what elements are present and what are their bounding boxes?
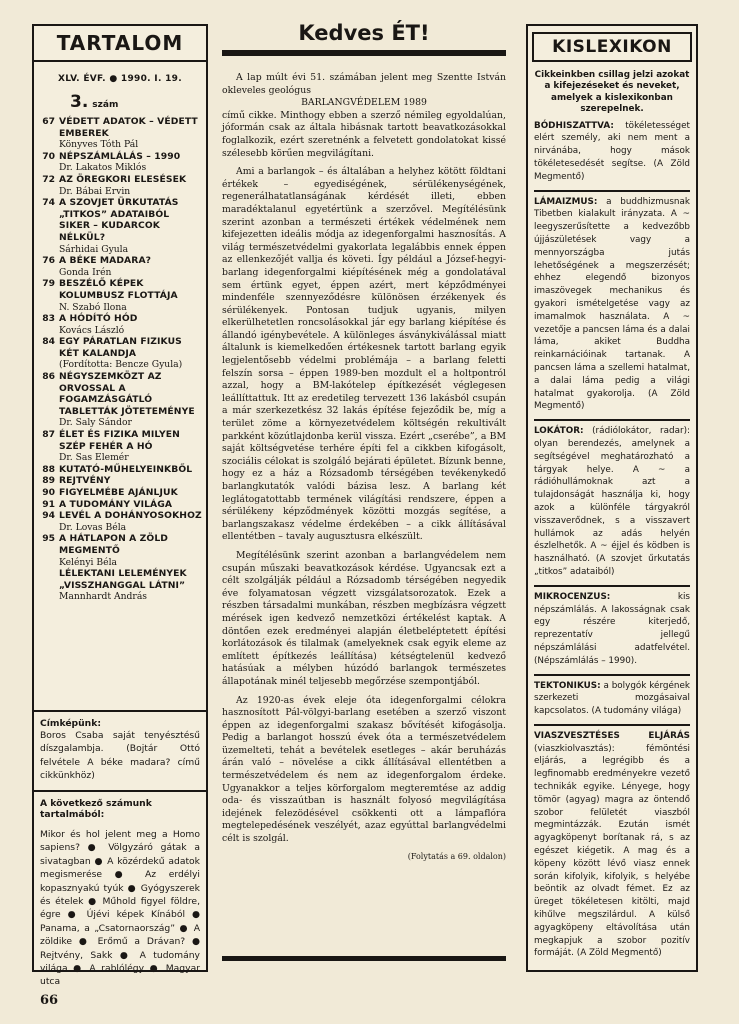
toc-page-number: 74: [42, 197, 55, 209]
toc-page-number: 94: [42, 510, 55, 522]
table-of-contents: [32, 24, 208, 988]
toc-entry[interactable]: [38, 278, 202, 313]
toc-entry-title: A BÉKE MADARA?: [59, 255, 152, 267]
glossary-entry: [534, 421, 690, 587]
toc-page-number: 84: [42, 336, 55, 348]
toc-entry-author: (Fordította: Bencze Gyula): [59, 359, 183, 371]
toc-entry-title: KUTATÓ-MŰHELYEINKBŐL: [59, 463, 193, 475]
issue-number-label: szám: [92, 100, 119, 110]
toc-page-number: 83: [42, 313, 55, 325]
toc-entry-author: Kovács László: [59, 324, 125, 336]
issue-date-line: XLV. ÉVF. ● 1990. I. 19.: [58, 74, 182, 84]
toc-entry[interactable]: [38, 336, 202, 371]
toc-entry-title: A TUDOMÁNY VILÁGA: [59, 498, 173, 510]
cited-article-title: BARLANGVÉDELEM 1989: [301, 97, 427, 109]
glossary-entry: [534, 726, 690, 966]
glossary-term: LÁMAIZMUS:: [534, 196, 598, 207]
toc-entry-author: Dr. Saly Sándor: [59, 417, 132, 429]
toc-entry-author: Sárhidai Gyula: [59, 243, 129, 255]
toc-page-number: 76: [42, 255, 55, 267]
glossary: [526, 24, 698, 972]
toc-entry-author: Dr. Sas Elemér: [59, 452, 129, 464]
toc-entry[interactable]: [38, 313, 202, 336]
glossary-entry: [534, 676, 690, 726]
glossary-definition: tökéletességet elért személy, aki nem ment a nirvánába, hogy mások tökéletesedését segítse. (A Zöld Megmentő): [534, 120, 690, 182]
article-paragraph: Ami a barlangok – és általában a helyhez kötött földtani értékek – egyediségének, sérülékenységének, regenerálhatatlanságának kérdését illeti, ebben maradéktalanul egyetértünk a szerzővel. Megítélésünk szerint azonban a természeti értékek védelmének nem kifejezetten ideális módja az idegenforgalmi hasznosítás. A világ természetvédelmi gyakorlata legalábbis ennek éppen az ellenkezőjét vallja és követi. Így például a József-hegyi-barlang idegenforgalmi kiépítésének még a gondolatával sem értünk egyet, éppen azért, mert képződményei mindenféle szennyeződésre különösen érzékenyek és sérülékenyek. Pontosan tudjuk ugyanis, milyen elkerülhetetlen roncsolásokkal jár egy barlang kiépítése és állandó igénybevétele. A különleges ásványkiválással miatt általunk is kiemelkedően értékesnek tartott barlang egyik legjelentősebb védelmi problémája – a barlang feletti felszín sorsa – éppen 1989-ben mozdult el a holtpontról azzal, hogy a BM-lakótelep építkezését véglegesen leállíttattuk. Itt az eredetileg tervezett 136 lakásból csupán a már szerkezetkész 32 lakás építése fejeződik be, míg a terület zöme a környezetvédelem költségén rekultivált parkként közútlajdonba kerül vissza. Ezért „cserébe”, a BM saját költségvetése terhére építi fel a cikkben kifogásolt, szociális célokat is szolgáló bejárati épületet. Bízunk benne, hogy ez a ház a Rózsadomb térségében tevékenykedő barlangkutatók valódi bázisa lesz. A barlang két leglátogatottabb termének világítási rendszere, éppen a sérülékeny képződmények közötti mozgás segítése, a barlangszakasz védelme érdekében – a cikk állításával ellentétben – tavaly augusztusra elkészült.: [222, 166, 506, 543]
bottom-rule: [222, 956, 506, 961]
toc-entry[interactable]: [38, 116, 202, 151]
glossary-definition: a buddhizmusnak Tibetben kialakult irányzata. A ~ leegyszerűsítette a kedvezőbb újjászületések vagy a mennyországba jutás lehetőségének a megszerzését; ehhez elegendő bizonyos imaszövegek mechanikus és gyakori ismételgetése vagy az imamalmok használata. A ~ vezetője a pancsen láma és a dalai láma, akiket Buddha reinkarnációinak tartanak. A pancsen láma a szellemi hatalmat, a dalai láma pedig a világi hatalmat gyakorolja. (A Zöld Megmentő): [534, 196, 690, 412]
toc-entry[interactable]: [38, 371, 202, 429]
glossary-definition: (viaszkiolvasztás): fémöntési eljárás, a legrégibb és a legfinomabb eredményekre vezető technikák egyike. Lényege, hogy tömör (agyag) magra az öntendő szobor felületét viaszból megmintázzák. Ezután ismét agyagköpenyt borítanak rá, s az egészet kiégetik. A mag és a köpeny között lévő viasz ennek során kifolyik, kifolyik, s helyébe beöntik az olvadt fémet. Ez az üreget tökéletesen kitölti, majd kihűlve megszilárdul. A külső agyagköpeny eltávolítása után megkapjuk a szobor pozitív formáját. (A Zöld Megmentő): [534, 743, 690, 959]
glossary-entry: [534, 192, 690, 422]
toc-entry-author: Kelényi Béla: [59, 556, 118, 568]
toc-entry[interactable]: [38, 464, 202, 476]
glossary-intro: Cikkeinkben csillag jelzi azokat a kifejezéseket és neveket, amelyek a kislexikonban szerepelnek.: [534, 70, 690, 115]
toc-page-number: 67: [42, 116, 55, 127]
toc-entry-title: AZ ÖREGKORI ELESÉSEK: [59, 173, 187, 185]
toc-page-number: 72: [42, 173, 55, 185]
next-issue-heading: A következő számunk tartalmából:: [40, 798, 152, 820]
article-paragraph: Megítélésünk szerint azonban a barlangvédelem nem csupán műszaki beavatkozások kérdése. Ugyancsak ezt a célt szolgálják például a Rózsadomb térségében negyedik éve folyamatosan végzett vizsgálatsorozatok. Ezek a részben társadalmi munkában, részben megbízásra végzett mérések igen kedvező nemzetközi értékelést kaptak. A döntően ezek eredményei alapján életbeléptetett építési korlátozások és tilalmak (amelyeknek csak egyik eleme az említett építkezés leállítása) kétségtelenül kedvező hatásúak a mélyben húzódó barlangok természetes állapotának minél teljesebb megőrzése szempontjából.: [222, 549, 506, 687]
toc-entry[interactable]: [38, 499, 202, 511]
glossary-entry: [534, 116, 690, 192]
toc-entry-author: N. Szabó Ilona: [59, 301, 127, 313]
toc-entry-title: BESZÉLŐ KÉPEK KOLUMBUSZ FLOTTÁJA: [59, 278, 178, 301]
toc-entry-author: Könyves Tóth Pál: [59, 139, 139, 151]
toc-page-number: 88: [42, 463, 55, 475]
article-paragraph: című cikke. Minthogy ebben a szerző némileg egyoldalúan, jóformán csak az általa hibásnak tartott beavatkozásokkal foglalkozik, ezért szeretnénk a felvetett gondolatokat kissé szélesebb körűen megvilágítani.: [222, 109, 506, 159]
toc-entry-author: Gonda Irén: [59, 266, 112, 278]
toc-entry[interactable]: [38, 174, 202, 197]
toc-entry[interactable]: [38, 429, 202, 464]
letter-article: [222, 20, 506, 861]
article-intro: A lap múlt évi 51. számában jelent meg Szentte István okleveles geológus: [222, 72, 506, 96]
toc-entry-title: A HÁTLAPON A ZÖLD MEGMENTŐ: [59, 533, 169, 556]
cover-caption-text: Boros Csaba saját tenyésztésű díszgalambja. (Bojtár Ottó felvétele A béke madara? című cikkünkhöz): [40, 730, 200, 782]
article-body: [222, 72, 506, 861]
glossary-definition: kis népszámlálás. A lakosságnak csak egy részére kiterjedő, reprezentatív jellegű népszámlálási adatfelvétel. (Népszámlálás – 1990).: [534, 591, 690, 666]
toc-entry-title: A HÓDÍTÓ HÓD: [59, 313, 138, 325]
toc-page-number: 91: [42, 498, 55, 510]
cover-caption-box: [34, 710, 206, 790]
issue-number: [70, 92, 206, 112]
toc-entry-title: ÉLET ÉS FIZIKA MILYEN SZÉP FEHÉR A HÓ: [59, 429, 180, 452]
toc-entry[interactable]: [38, 510, 202, 533]
toc-entry-author: Dr. Bábai Ervin: [59, 185, 131, 197]
toc-entry-title: A SZOVJET ÜRKUTATÁS „TITKOS” ADATAIBÓL SIKER – KUDARCOK NÉLKÜL?: [59, 197, 179, 243]
toc-entry-title: VÉDETT ADATOK – VÉDETT EMBEREK: [59, 116, 198, 139]
toc-page-number: 89: [42, 475, 55, 487]
toc-entry-author: Mannhardt András: [59, 591, 148, 603]
toc-entry[interactable]: [38, 151, 202, 174]
toc-entry-title: NÉPSZÁMLÁLÁS – 1990: [59, 150, 181, 162]
glossary-definition: (rádiólokátor, radar): olyan berendezés, amelynek a segítségével meghatározható a tárgyak helye. A ~ a rádióhullámoknak azt a tulajdonságát használja ki, hogy azok a különféle tárgyakról visszaverődnek, s a visszavert hullámok az adás helyén észlelhetők. A ~ éjjel és ködben is használható. (A szovjet űrkutatás „titkos” adataiból): [534, 426, 691, 577]
toc-entry[interactable]: [38, 197, 202, 255]
glossary-term: LOKÁTOR:: [534, 426, 584, 437]
toc-page-number: 79: [42, 278, 55, 290]
toc-page-number: 95: [42, 533, 55, 545]
toc-entry[interactable]: [38, 475, 202, 487]
toc-entry-title: LEVÉL A DOHÁNYOSOKHOZ: [59, 510, 202, 522]
glossary-term: VIASZVESZTÉSES ELJÁRÁS: [534, 730, 690, 741]
toc-entry-title: FIGYELMÉBE AJÁNLJUK: [59, 487, 178, 498]
toc-entry-title: NÉGYSZEMKÖZT AZ ORVOSSAL A FOGAMZÁSGÁTLÓ TABLETTÁK JÖTETEMÉNYE: [59, 371, 195, 417]
article-paragraph: Az 1920-as évek eleje óta idegenforgalmi célokra hasznosított Pál-völgyi-barlang esetében a szerző viszont éppen az idegenforgalmi szakasz bővítését kifogásolja. Pedig a barlangot hosszú évek óta a természetvédelem üzemelteti, tehát a bevételek esetleges – akár beruházás árán való – növelése a cikk állításával ellentétben a természetvédelem és nem az idegenforgalom érdeke. Ugyanakkor a teljes körforgalom megteremtése az addig oda- és visszaútban is használt folyosó megvilágítása idejének felezödésével csökkenti ott a lámpaflóra megtelepedésének veszélyét, azaz egyúttal barlangvédelmi célt is szolgál.: [222, 694, 506, 845]
glossary-definition: a bolygók kérgének szerkezeti mozgásaival kapcsolatos. (A tudomány világa): [534, 680, 690, 717]
glossary-title: KISLEXIKON: [532, 32, 692, 62]
glossary-term: TEKTONIKUS:: [534, 680, 601, 691]
glossary-term: MIKROCENZUS:: [534, 591, 611, 602]
next-issue-text: Mikor és hol jelent meg a Homo sapiens? ● Völgyzáró gátak a sivatagban ● A közérdekű adatok megismerése ● Az erdélyi kopasznyakú tyúk ● Gyógyszerek és ételek ● Műhold figyel földre, égre ● Újévi képek Kínából ● Panama, a „Csatornaország” ● A zöldike ● Erőmű a Drávan? ● Rejtvény, Sakk ● A tudomány világa ● A rablólégy ● Magyar utca: [40, 829, 200, 988]
toc-entry-author: Dr. Lakatos Miklós: [59, 162, 147, 174]
toc-list: [34, 114, 206, 603]
glossary-entry: [534, 587, 690, 676]
toc-page-number: 90: [42, 487, 55, 498]
toc-page-number: 87: [42, 429, 55, 441]
page-number: 66: [40, 993, 59, 1008]
toc-entry[interactable]: [38, 568, 202, 603]
cover-caption-heading: Címképünk:: [40, 718, 102, 729]
toc-entry-author: Dr. Lovas Béla: [59, 521, 127, 533]
toc-page-number: 86: [42, 371, 55, 383]
glossary-term: BÓDHISZATTVA:: [534, 120, 614, 131]
glossary-list: [534, 116, 690, 967]
toc-entry-title: LÉLEKTANI LELEMÉNYEK „VISSZHANGGAL LÁTNI”: [59, 568, 187, 591]
toc-entry[interactable]: [38, 487, 202, 499]
toc-entry-title: EGY PÁRATLAN FIZIKUS KÉT KALANDJA: [59, 336, 182, 359]
toc-page-number: [38, 568, 59, 603]
toc-title: TARTALOM: [34, 26, 206, 62]
article-title: Kedves ÉT!: [298, 21, 430, 45]
toc-entry-title: REJTVÉNY: [59, 475, 111, 487]
continuation-note[interactable]: (Folytatás a 69. oldalon): [407, 851, 506, 861]
issue-number-value: 3.: [70, 92, 89, 112]
toc-page-number: 70: [42, 150, 55, 162]
next-issue-box: [34, 790, 206, 988]
toc-entry[interactable]: [38, 255, 202, 278]
title-rule: [222, 50, 506, 56]
toc-entry[interactable]: [38, 533, 202, 568]
